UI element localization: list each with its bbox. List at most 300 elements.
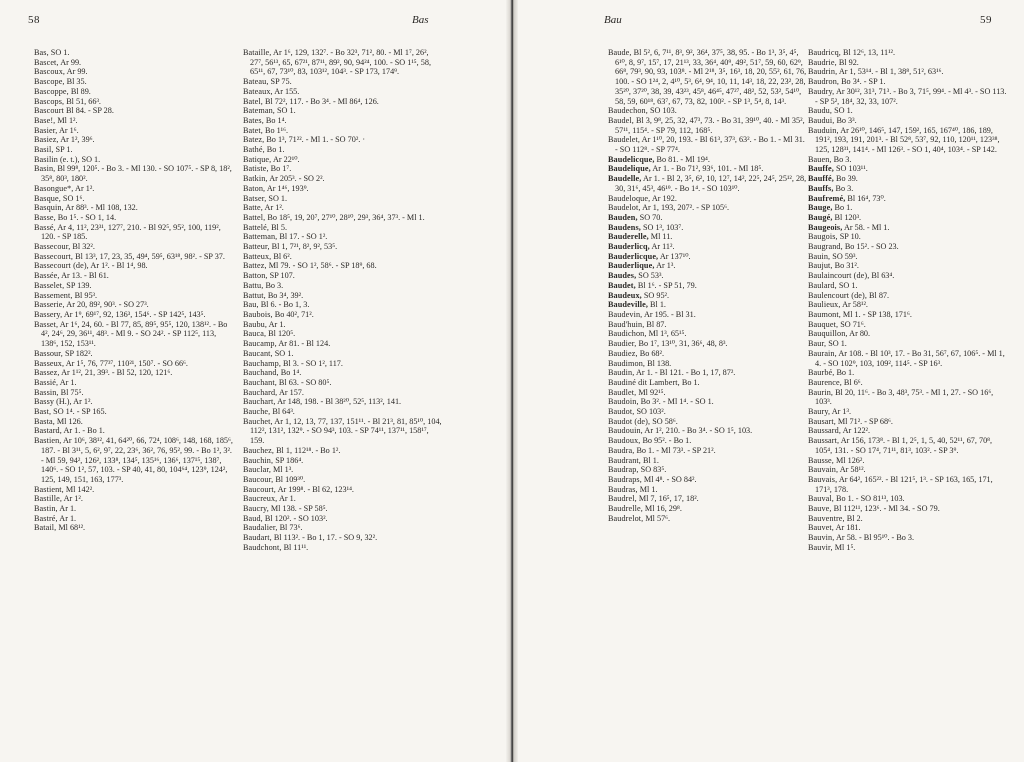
entry-references: Bl 6⁶. [843,377,863,387]
index-entry [243,135,443,145]
entry-surname: Bauden, [608,212,638,222]
index-entry [608,155,808,165]
entry-references: Ml 1. [639,484,658,494]
entry-surname: Baury, [808,407,831,417]
entry-references: Ar 13. - Bl 61. [61,271,109,281]
entry-surname: Basin, [34,164,56,174]
entry-references: Bo 1⁴. [280,368,302,378]
entry-references: Bo 3². - Ml 1⁴. - SO 1. [640,397,714,407]
entry-surname: Baudrel, [608,494,637,504]
entry-surname: Baudelet, [608,135,641,145]
index-entry [243,388,443,398]
entry-references: Ar 1². [264,203,284,213]
index-entry [608,223,808,233]
index-entry [243,213,443,223]
index-entry [808,223,1008,233]
index-entry [243,310,443,320]
index-entry [608,261,808,271]
entry-references: Ar 156, 173⁸. - Bl 1, 2⁵, 1, 5, 40, 52¹¹, 67, 70⁸, 105⁴, 131. - SO 17⁴, 71¹¹, 81³, 103². - SP 3⁹. [815,436,993,455]
entry-surname: Bauchand, [243,368,279,378]
entry-references: Bl 87. [646,319,667,329]
entry-references: Ar 88³. - Ml 108, 132. [65,203,138,213]
index-entry [34,417,234,427]
entry-references: SP 139. [66,280,92,290]
entry-surname: Bauchez, [243,445,275,455]
entry-surname: Bauvin, [808,533,835,543]
entry-surname: Bauval, [808,494,834,504]
entry-surname: Baugrand, [808,242,843,252]
entry-surname: Bascope, [34,77,65,87]
entry-references: Bl 32². [72,242,95,252]
entry-surname: Baud, [243,513,263,523]
entry-references: Bl 138. [647,358,672,368]
entry-surname: Bauffs, [808,183,834,193]
entry-surname: Baurence, [808,377,842,387]
entry-references: SO 71⁶. [840,319,866,329]
entry-surname: Bassé, [34,222,56,232]
entry-surname: Batet, [243,125,263,135]
index-entry [608,281,808,291]
entry-references: Ml 1⁵. [834,542,856,552]
entry-references: (e. t.), SO 1. [59,154,101,164]
entry-surname: Bauvir, [808,542,833,552]
entry-references: Bo 1. [836,368,855,378]
entry-references: Ar 1. [59,504,77,514]
entry-references: Bl 20, 11⁶. - Bo 3, 48³, 75³. - Ml 1, 27. - SO 16⁶, 103³. [815,387,994,407]
index-entry [808,339,1008,349]
index-entry [34,407,234,417]
index-entry [34,261,234,271]
entry-surname: Bassement, [34,290,73,300]
index-entry [243,407,443,417]
entry-surname: Baudu, [808,106,833,116]
entry-references: Ar 20, 89², 90³. - SO 27³. [66,300,149,310]
entry-references: SO 1⁴. - SP 165. [53,407,107,417]
entry-references: SO 103². [636,407,666,417]
entry-references: Bo 1. - SO 81¹³, 103. [836,494,905,504]
entry-references: Ml 4⁸. - SO 84². [643,474,697,484]
entry-surname: Bast, [34,407,52,417]
entry-surname: Bauca, [243,329,267,339]
entry-surname: Baurbé, [808,368,835,378]
index-entry [608,320,808,330]
index-entry [808,378,1008,388]
entry-references: Ar 1, 193, 207². - SP 105⁶. [642,203,730,213]
entry-references: Ar 1. - Bl 2, 3⁵, 6², 10, 12⁷, 14², 22⁵, 24⁵, 25¹², 28, 30, 31⁶, 45³, 46¹⁹. - Bo 1⁴. - SO 103¹⁰. [615,174,807,193]
running-head: Bas [412,14,429,26]
entry-surname: Bausse, [808,455,834,465]
entry-surname: Batez, [243,135,265,145]
index-entry [808,194,1008,204]
index-entry [808,300,1008,310]
index-entry [808,543,1008,553]
entry-references: Bl 3, 9⁸, 25, 32, 47³, 73. - Bo 31, 39¹⁰, 40. - Ml 35², 57¹¹, 115⁴. - SP 79, 112, 168⁵. [615,115,805,135]
entry-surname: Bauvais, [808,474,838,484]
entry-references: Ar 1. - Bl 121. - Bo 1, 17, 87². [636,368,736,378]
index-entry [808,87,1008,106]
index-entry [608,135,808,154]
index-entry [608,291,808,301]
entry-surname: Bateau, [243,77,269,87]
entry-surname: Baudoin, [608,397,639,407]
entry-references: Bo 40², 71². [274,309,314,319]
entry-references: Ml 68¹². [58,523,86,533]
entry-surname: Batser, [243,193,267,203]
entry-references: Bo 1³, 71²². - Ml 1. - SO 70². · [266,135,366,145]
entry-references: Bl 92. [838,57,859,67]
page-right [518,0,1024,762]
entry-references: Bo 1⁷, 13¹⁰, 31, 36⁶, 48, 8³. [638,339,728,349]
index-entry [608,417,808,427]
entry-references: Bo 1. [266,145,285,155]
index-entry [243,523,443,533]
entry-references: Bl 1⁶. - SP 51, 79. [637,280,697,290]
entry-surname: Bauduin, [808,125,839,135]
entry-surname: Bauin, [808,251,831,261]
entry-references: Ar 99. [60,57,82,67]
entry-references: SO 1. [274,348,294,358]
entry-surname: Baubois, [243,309,273,319]
index-entry [808,494,1008,504]
entry-surname: Bassecour, [34,242,71,252]
index-entry [34,388,234,398]
index-entry [34,320,234,349]
entry-references: SO 70. [639,212,663,222]
entry-surname: Bassecourt (de), [34,261,89,271]
entry-references: SO 83⁵. [640,465,667,475]
index-column [243,48,443,553]
entry-surname: Baudchont, [243,542,282,552]
index-entry [243,184,443,194]
index-entry [243,116,443,126]
entry-references: Ar 1⁶, 24, 60. - Bl 77, 85, 89⁵, 95⁵, 120, 138¹². - Bo 4², 24⁶, 29, 36¹¹, 48³. - Ml 9. - SO 24². - SP 112⁵, 113, 138⁶, 152, 153¹¹. [41,319,228,349]
index-entry [808,320,1008,330]
entry-surname: Batel, [243,96,263,106]
entry-surname: Basserie, [34,300,65,310]
index-entry [243,543,443,553]
entry-references: SO 95². [643,290,670,300]
entry-references: Ar 1. - Bo 71², 93⁶, 101. - Ml 18⁵. [652,164,764,174]
entry-references: Bl 89. [70,86,91,96]
index-entry [34,397,234,407]
entry-surname: Batail, [34,523,57,533]
entry-surname: Bauve, [808,504,832,514]
entry-references: Ml 92¹⁵. [638,387,666,397]
index-entry [34,310,234,320]
index-entry [243,87,443,97]
entry-surname: Baudelique, [608,164,651,174]
entry-surname: Baudrin, [808,67,838,77]
entry-references: Ar 58. - Bl 95¹⁰. - Bo 3. [836,533,915,543]
entry-surname: Baudras, [608,484,638,494]
entry-references: Ml 1³, 65¹⁵. [648,329,687,339]
index-entry [243,504,443,514]
index-entry [243,368,443,378]
index-entry [808,116,1008,126]
index-entry [808,523,1008,533]
index-entry [34,514,234,524]
entry-references: Bl 1, 7²¹, 8², 9², 53⁵. [271,242,338,252]
entry-references: SO 103. [649,106,677,116]
entry-references: Bl 2. [846,513,863,523]
index-entry [243,475,443,485]
index-entry [34,426,234,436]
index-entry [808,232,1008,242]
index-entry [808,77,1008,87]
entry-surname: Baugois, [808,232,838,242]
entry-surname: Baucourt, [243,484,276,494]
entry-surname: Basta, [34,416,55,426]
entry-surname: Basque, [34,193,61,203]
entry-references: Bl 17. - SO 1². [279,232,328,242]
entry-surname: Bauche, [243,407,271,417]
index-entry [808,426,1008,436]
index-entry [243,261,443,271]
entry-surname: Basset, [34,319,59,329]
index-entry [34,368,234,378]
index-entry [243,203,443,213]
entry-surname: Bauquillon, [808,329,848,339]
entry-references: Ar 1². [75,183,95,193]
entry-surname: Bassery, [34,309,63,319]
entry-references: Bo 31². [834,261,859,271]
entry-surname: Base!, [34,115,56,125]
entry-surname: Bauffé, [808,174,834,184]
entry-surname: Bauffe, [808,164,834,174]
entry-references: Ar 1⁹, 69¹⁷, 92, 136³, 154⁶. - SP 142⁵, 143⁵. [63,309,206,319]
entry-references: SO 1. [277,106,296,116]
index-entry [243,417,443,446]
index-entry [34,155,234,165]
entry-surname: Baudrelle, [608,504,643,514]
index-entry [608,116,808,135]
entry-surname: Baudeloque, [608,193,651,203]
index-entry [243,164,443,174]
index-entry [243,126,443,136]
entry-references: Ar 205³. - SO 2². [269,174,325,184]
entry-references: Bl 51, 66³. [66,96,101,106]
entry-references: Ar 64², 165²². - Bl 121⁵, 1³. - SP 163, 165, 171, 171³, 178. [815,474,993,494]
entry-references: Bo 18⁵, 19, 20⁷, 27¹⁰, 28¹⁰, 29³, 36⁴, 37³. - Ml 1. [267,212,425,222]
entry-surname: Basongue*, [34,183,74,193]
index-entry [808,242,1008,252]
entry-surname: Bassée, [34,271,60,281]
index-entry [243,349,443,359]
index-column [808,48,1008,553]
index-entry [608,397,808,407]
entry-references: Ar 58¹². [842,300,868,310]
entry-references: SO 1. [50,48,70,57]
entry-references: Ml 71². - SP 68⁶. [837,416,893,426]
entry-references: Ar 195. - Bl 31. [643,309,696,319]
entry-references: Ar 1², 210. - Bo 3⁴. - SO 1⁵, 103. [644,426,753,436]
entry-references: Ar 1, 53¹⁴. - Bl 1, 38⁸, 51², 63¹⁶. [838,67,944,77]
index-entry [608,213,808,223]
entry-surname: Baucamp, [243,339,277,349]
entry-surname: Baudalier, [243,523,278,533]
entry-references: Ml 126. [56,416,83,426]
index-entry [243,494,443,504]
index-entry [608,339,808,349]
index-entry [243,252,443,262]
entry-surname: Batique, [243,154,272,164]
entry-surname: Baussart, [808,436,840,446]
index-entry [808,475,1008,494]
entry-surname: Baurain, [808,348,837,358]
entry-surname: Batiste, [243,164,269,174]
entry-references: Bl 95³. [74,290,98,300]
entry-references: Ar 157. [278,387,304,397]
entry-surname: Baudechon, [608,106,648,116]
entry-references: Bl 63⁴. [871,271,895,281]
index-entry [243,232,443,242]
entry-references: Bo 1. [681,377,700,387]
index-entry [608,300,808,310]
entry-references: Bl 120². - SO 103². [264,513,328,523]
index-entry [808,349,1008,368]
index-entry [808,533,1008,543]
index-entry [608,494,808,504]
entry-surname: Baur, [808,339,827,349]
entry-references: Bo 1⁷. [270,164,292,174]
index-entry [34,252,234,262]
index-entry [243,281,443,291]
index-entry [808,281,1008,291]
entry-references: SO 103¹¹. [836,164,868,174]
entry-references: Ml 57⁶. [645,513,671,523]
entry-references: SO 1⁶. [62,193,85,203]
index-entry [808,48,1008,58]
entry-references: Bl 120³. [834,212,862,222]
index-entry [34,77,234,87]
index-entry [34,116,234,126]
index-entry [34,97,234,107]
entry-references: Ar 1². [63,494,83,504]
entry-surname: Bastient, [34,484,64,494]
entry-references: Ml 79. - SO 1², 58⁶. - SP 18⁹, 68. [268,261,377,271]
index-entry [243,174,443,184]
index-entry [808,261,1008,271]
entry-surname: Baton, [243,183,266,193]
page-number: 59 [980,14,992,26]
entry-surname: Baulencourt (de), [808,290,867,300]
entry-references: SO 53³. [638,271,664,281]
index-entry [34,436,234,485]
entry-surname: Batkin, [243,174,268,184]
entry-references: Bl 120⁵. [268,329,296,339]
index-entry [808,164,1008,174]
entry-surname: Bathé, [243,145,265,155]
entry-references: Ar 1¹⁰, 20, 193. - Bl 61³, 37³, 63². - Bo 1. - Ml 31. - SO 112⁸. - SP 77⁴. [615,135,805,155]
entry-surname: Baude, [608,48,632,57]
index-entry [243,456,443,466]
index-entry [808,310,1008,320]
entry-surname: Bascet, [34,57,59,67]
entry-surname: Bascoppe, [34,86,69,96]
index-entry [34,184,234,194]
entry-surname: Battu, [243,280,264,290]
entry-references: Ar 1. - Bo 1. [63,426,105,436]
index-entry [243,194,443,204]
index-entry [808,58,1008,68]
index-entry [243,242,443,252]
entry-surname: Baudelot, [608,203,641,213]
index-entry [608,456,808,466]
entry-references: Ml 126². [836,455,865,465]
entry-references: Ar 1². - Bl 1⁴, 98. [90,261,148,271]
index-entry [34,494,234,504]
index-entry [243,145,443,155]
entry-surname: Baudui, [808,115,835,125]
entry-references: Ar 137¹⁰. [659,251,691,261]
entry-references: Ml 1. - SP 138, 171⁶. [842,309,912,319]
entry-references: SP 10. [839,232,861,242]
entry-references: SP 1. [55,145,73,155]
index-entry [808,368,1008,378]
index-entry [243,465,443,475]
entry-surname: Bassez, [34,368,60,378]
entry-references: Ml 16, 29⁸. [644,504,682,514]
entry-references: Ar 1. [59,513,77,523]
entry-surname: Bastard, [34,426,62,436]
index-entry [608,407,808,417]
entry-references: Bl 73⁶. [279,523,303,533]
entry-surname: Batteux, [243,251,272,261]
entry-surname: Baucant, [243,348,273,358]
entry-surname: Bataille, [243,48,272,57]
entry-surname: Bauclar, [243,465,271,475]
entry-surname: Bauchin, [243,455,274,465]
entry-references: Bo 3. [265,280,284,290]
entry-surname: Baugeois, [808,222,843,232]
index-entry [34,223,234,242]
entry-surname: Bassy [34,397,55,407]
entry-surname: Baudiez, [608,348,638,358]
index-entry [34,504,234,514]
index-entry [243,48,443,77]
index-entry [34,67,234,77]
index-entry [243,446,443,456]
index-entry [243,329,443,339]
entry-references: SO 1. [838,280,858,290]
entry-references: Bo 3. [833,154,852,164]
entry-references: Ar 11². [651,242,675,252]
entry-references: Bl 113². - Bo 1, 17. - SO 9, 32². [273,533,378,543]
entry-surname: Baudoux, [608,436,641,446]
entry-references: Ml 11. [650,232,673,242]
entry-references: Ar 58. - Ml 1. [843,222,890,232]
index-entry [34,48,234,58]
entry-references: Bo 1⁵. - SO 1, 14. [57,212,117,222]
entry-references: SO 1³, 103⁷. [642,222,684,232]
index-entry [608,485,808,495]
index-entry [808,155,1008,165]
entry-surname: Bauchamp, [243,358,281,368]
entry-surname: Baudeville, [608,300,648,310]
entry-surname: Battelé, [243,222,270,232]
entry-surname: Bas, [34,48,49,57]
index-entry [608,349,808,359]
entry-surname: Baudot, [608,407,635,417]
index-entry [808,67,1008,77]
entry-references: Ar 10⁶, 38¹², 41, 64²⁰, 66, 72⁴, 108⁶, 148, 168, 185⁶, 187. - Bl 3¹¹, 5, 6², 9⁷, 22, 23⁶, 36², 76, 95², 99. - Bo 1², 3². - Ml 59, 94², 126², 133⁸, 134⁵, 135¹⁶, 136⁶, 137¹⁵, 138⁷, 140⁶. - SO 1², 57, 103. - SP 40, 41, 80, 104⁶⁴, 123⁹, 124², 125, 149, 151, 163, 177³. [41,436,233,484]
entry-references: Bl 99⁸, 120⁵. - Bo 3. - Ml 130. - SO 107⁵. - SP 8, 18², 35⁸, 80³, 180². [41,164,232,184]
entry-references: Bl 6². [273,251,292,261]
entry-surname: Baudier, [608,339,637,349]
entry-surname: Baudrap, [608,465,639,475]
index-entry [608,271,808,281]
entry-references: Ar 1, 12, 13, 77, 137, 151¹¹. - Bl 21³, 81, 85¹⁰, 104, 112², 131², 132⁹. - SO 94³, 103. - SP 74¹¹, 137¹¹, 158¹⁷, 159. [250,416,442,446]
